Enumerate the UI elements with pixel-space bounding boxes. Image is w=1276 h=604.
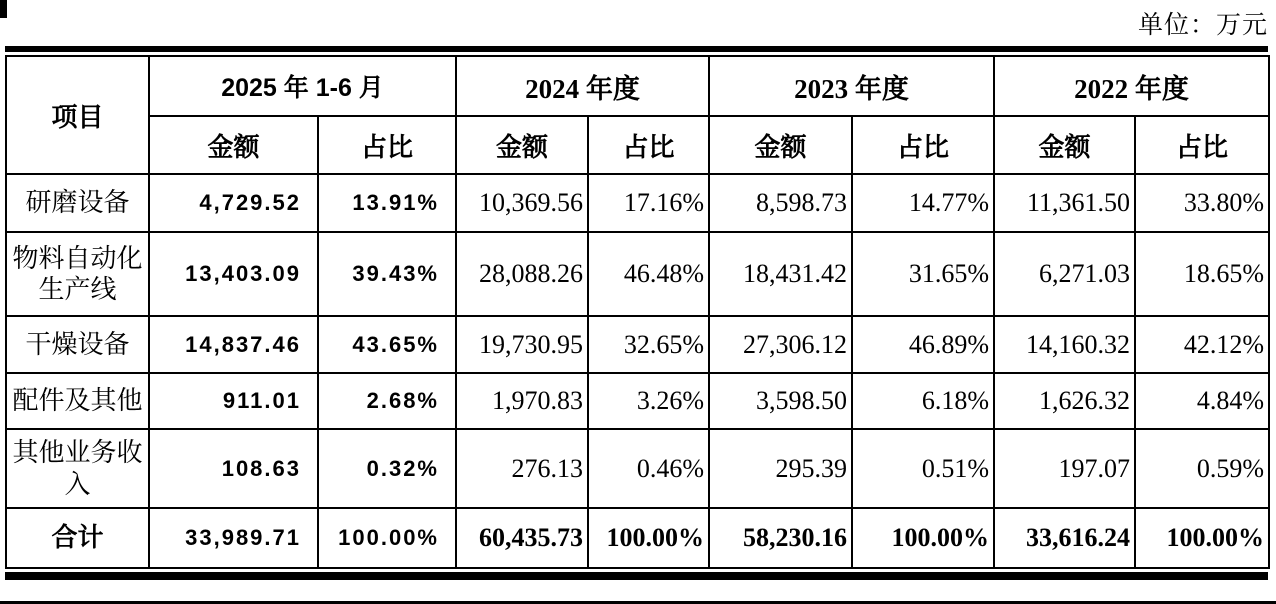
period-header-2022: 2022 年度 [994,56,1269,116]
table-row-drying-equipment [6,316,1269,373]
ratio-cell: 100.00% [318,508,456,568]
ratio-cell: 43.65% [318,316,456,373]
amount-cell: 58,230.16 [709,508,852,568]
amount-cell: 197.07 [994,429,1135,508]
header-row-periods [6,56,1269,116]
header-row-subcolumns [6,116,1269,174]
amount-cell: 14,837.46 [149,316,318,373]
row-label: 干燥设备 [6,316,149,373]
ratio-cell: 32.65% [588,316,709,373]
amount-header-2024: 金额 [456,116,588,174]
table-bottom-rule [5,572,1268,580]
ratio-cell: 39.43% [318,232,456,316]
amount-cell: 276.13 [456,429,588,508]
amount-cell: 19,730.95 [456,316,588,373]
revenue-table-container [5,46,1268,580]
amount-cell: 14,160.32 [994,316,1135,373]
ratio-cell: 3.26% [588,373,709,429]
ratio-cell: 14.77% [852,174,994,232]
amount-cell: 1,970.83 [456,373,588,429]
ratio-cell: 0.51% [852,429,994,508]
amount-header-2022: 金额 [994,116,1135,174]
table-row-other-business-income [6,429,1269,508]
ratio-cell: 46.48% [588,232,709,316]
table-row-grinding-equipment [6,174,1269,232]
amount-cell: 8,598.73 [709,174,852,232]
unit-label: 单位：万元 [1137,12,1268,39]
amount-cell: 13,403.09 [149,232,318,316]
ratio-cell: 100.00% [852,508,994,568]
ratio-cell: 0.46% [588,429,709,508]
scan-artifact-mark [0,0,7,18]
ratio-header-2025: 占比 [318,116,456,174]
period-header-2023: 2023 年度 [709,56,994,116]
amount-cell: 28,088.26 [456,232,588,316]
amount-cell: 60,435.73 [456,508,588,568]
table-row-material-automation-line [6,232,1269,316]
amount-cell: 18,431.42 [709,232,852,316]
ratio-cell: 46.89% [852,316,994,373]
ratio-cell: 100.00% [1135,508,1269,568]
amount-cell: 6,271.03 [994,232,1135,316]
ratio-cell: 6.18% [852,373,994,429]
ratio-cell: 2.68% [318,373,456,429]
amount-cell: 295.39 [709,429,852,508]
total-row-label: 合计 [6,508,149,568]
ratio-cell: 17.16% [588,174,709,232]
ratio-cell: 33.80% [1135,174,1269,232]
amount-cell: 4,729.52 [149,174,318,232]
amount-header-2023: 金额 [709,116,852,174]
amount-header-2025: 金额 [149,116,318,174]
amount-cell: 11,361.50 [994,174,1135,232]
amount-cell: 10,369.56 [456,174,588,232]
row-label: 配件及其他 [6,373,149,429]
row-label: 其他业务收入 [6,429,149,508]
amount-cell: 3,598.50 [709,373,852,429]
ratio-cell: 0.59% [1135,429,1269,508]
amount-cell: 33,989.71 [149,508,318,568]
amount-cell: 911.01 [149,373,318,429]
amount-cell: 27,306.12 [709,316,852,373]
ratio-cell: 18.65% [1135,232,1269,316]
period-header-2025: 2025 年 1-6 月 [149,56,456,116]
ratio-cell: 4.84% [1135,373,1269,429]
row-label: 物料自动化生产线 [6,232,149,316]
ratio-header-2023: 占比 [852,116,994,174]
revenue-breakdown-table [5,55,1270,569]
ratio-cell: 0.32% [318,429,456,508]
table-row-total [6,508,1269,568]
ratio-cell: 42.12% [1135,316,1269,373]
ratio-cell: 31.65% [852,232,994,316]
ratio-header-2024: 占比 [588,116,709,174]
amount-cell: 33,616.24 [994,508,1135,568]
ratio-header-2022: 占比 [1135,116,1269,174]
amount-cell: 1,626.32 [994,373,1135,429]
period-header-2024: 2024 年度 [456,56,709,116]
amount-cell: 108.63 [149,429,318,508]
ratio-cell: 13.91% [318,174,456,232]
table-row-parts-and-others [6,373,1269,429]
ratio-cell: 100.00% [588,508,709,568]
row-label: 研磨设备 [6,174,149,232]
item-header-cell: 项目 [6,56,149,174]
